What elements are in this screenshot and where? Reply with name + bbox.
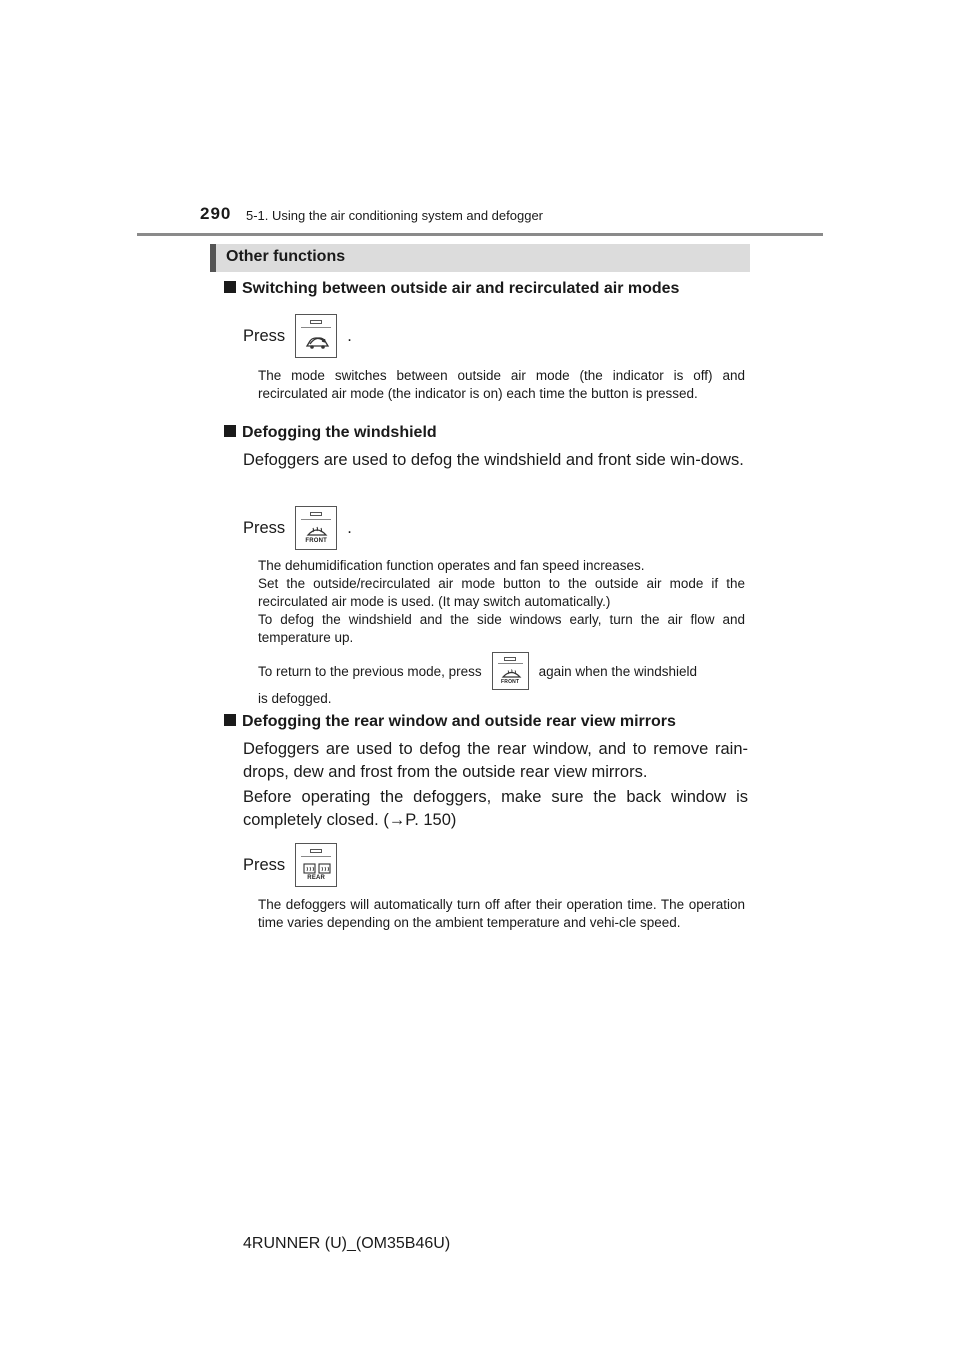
rear-note: The defoggers will automatically turn off after their operation time. The operation time varies depending on the ambient temperature and vehi-cle speed. — [258, 897, 745, 930]
rear-heading-text: Defogging the rear window and outside rear view mirrors — [242, 713, 676, 730]
front-label: FRONT — [305, 538, 328, 544]
square-bullet-icon — [224, 281, 236, 293]
rear-defogger-button[interactable] — [295, 843, 337, 887]
section-bar — [210, 244, 750, 272]
rear-defogger-icon — [296, 844, 338, 888]
windshield-note-2: Set the outside/recirculated air mode button to the outside air mode if the recirculated air mode is used. (It may switch automatically.) — [258, 576, 745, 609]
windshield-return-line — [258, 652, 697, 690]
recirculation-note: The mode switches between outside air mode (the indicator is off) and recirculated air mode (the indicator is on) each time the button is pressed. — [258, 368, 745, 401]
rear-body-2: Before operating the defoggers, make sure the back window is completely closed. (→P. 150) — [243, 788, 748, 829]
header-divider — [137, 233, 823, 236]
square-bullet-icon — [224, 714, 236, 726]
rear-press-row — [243, 843, 347, 887]
rear-body-1: Defoggers are used to defog the rear window, and to remove rain-drops, dew and frost from the outside rear view mirrors. — [243, 740, 748, 781]
chapter-title: 5-1. Using the air conditioning system and defogger — [246, 208, 544, 223]
press-label: Press — [243, 326, 286, 345]
windshield-note-1: The dehumidification function operates and fan speed increases. — [258, 558, 645, 573]
recirculation-heading — [224, 280, 679, 298]
front-defogger-button[interactable] — [295, 506, 337, 550]
rear-heading — [224, 713, 676, 731]
recirculation-press-row — [243, 314, 352, 358]
square-bullet-icon — [224, 425, 236, 437]
return-suffix: again when the windshield — [538, 663, 697, 679]
air-recirculation-icon — [296, 315, 338, 359]
press-label: Press — [243, 855, 286, 874]
front-label: FRONT — [501, 679, 520, 685]
windshield-press-row — [243, 506, 352, 550]
press-label: Press — [243, 518, 286, 537]
windshield-body: Defoggers are used to defog the windshield and front side win-dows. — [243, 451, 744, 469]
air-recirculation-button[interactable] — [295, 314, 337, 358]
windshield-note-3: To defog the windshield and the side windows early, turn the air flow and temperature up. — [258, 612, 745, 645]
return-end: is defogged. — [258, 691, 332, 706]
front-defogger-icon — [296, 507, 338, 551]
press-suffix: . — [347, 518, 352, 537]
return-prefix: To return to the previous mode, press — [258, 663, 482, 679]
section-title: Other functions — [226, 248, 346, 265]
windshield-heading-text: Defogging the windshield — [242, 424, 437, 441]
front-defogger-icon — [493, 653, 530, 691]
recirculation-heading-text: Switching between outside air and recirculated air modes — [242, 280, 680, 297]
page-number: 290 — [200, 204, 232, 223]
footer-model: 4RUNNER (U)_(OM35B46U) — [243, 1235, 451, 1252]
press-suffix: . — [347, 326, 352, 345]
rear-label: REAR — [307, 875, 326, 881]
windshield-heading — [224, 424, 437, 442]
front-defogger-button-inline[interactable] — [492, 652, 529, 690]
